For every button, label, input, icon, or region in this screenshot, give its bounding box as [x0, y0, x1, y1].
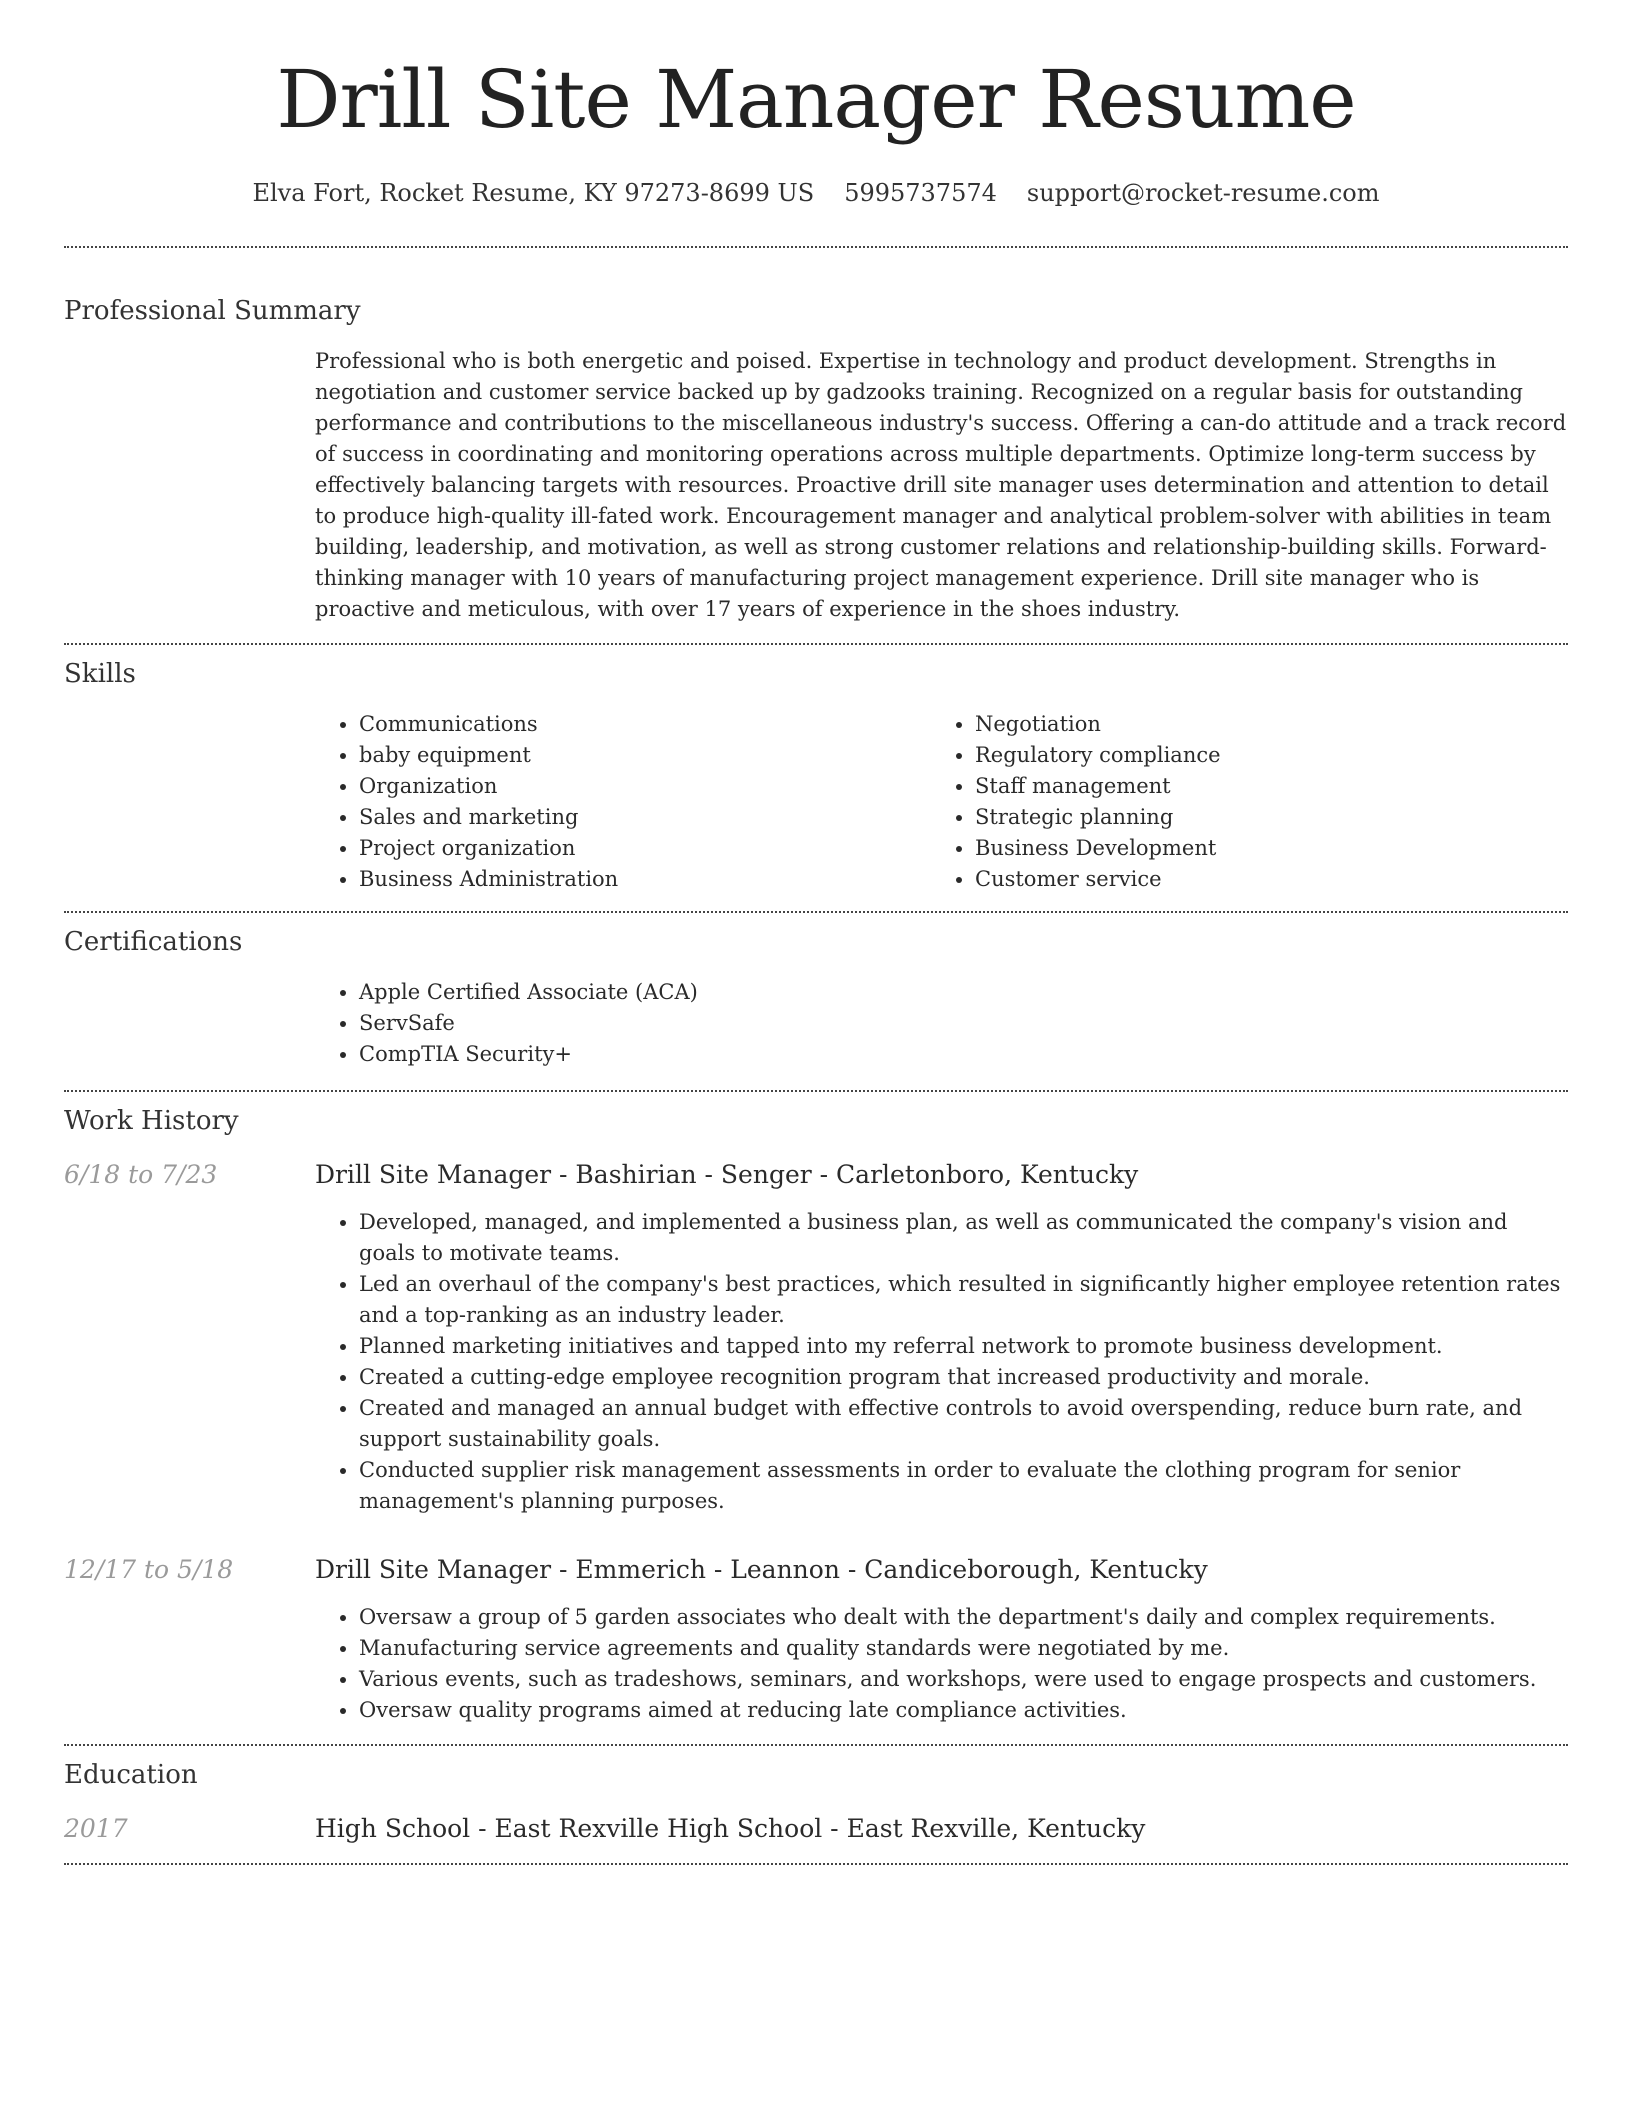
job-bullet: • Conducted supplier risk management assessments in order to evaluate the clothing program for senior management's planning purposes. — [359, 1455, 1568, 1517]
skill-item: • Organization — [359, 771, 931, 802]
skill-item: • Customer service — [975, 864, 1547, 895]
job-bullet: • Manufacturing service agreements and quality standards were negotiated by me. — [359, 1633, 1568, 1664]
skill-item: • Regulatory compliance — [975, 740, 1547, 771]
job-bullets — [315, 1207, 1568, 1517]
section-heading-work-history: Work History — [64, 1106, 239, 1136]
certifications-section — [64, 913, 1568, 1070]
job-title: Drill Site Manager - Bashirian - Senger - Carletonboro, Kentucky — [315, 1160, 1139, 1189]
summary-section — [64, 248, 1568, 625]
section-heading-summary: Professional Summary — [64, 296, 361, 326]
certifications-list — [315, 977, 1568, 1070]
section-heading-certifications: Certifications — [64, 927, 243, 957]
job-bullet: • Created and managed an annual budget with effective controls to avoid overspending, reduce burn rate, and support sustainability goals. — [359, 1393, 1568, 1455]
job-dates: 6/18 to 7/23 — [64, 1160, 218, 1189]
skills-list-right — [931, 709, 1547, 895]
certification-item: • ServSafe — [359, 1008, 1568, 1039]
certification-item: • Apple Certified Associate (ACA) — [359, 977, 1568, 1008]
contact-phone: 5995737574 — [844, 179, 997, 207]
education-entry — [64, 1814, 1568, 1843]
job-entry — [64, 1555, 1568, 1726]
education-section — [64, 1746, 1568, 1843]
skill-item: • Business Development — [975, 833, 1547, 864]
education-date: 2017 — [64, 1814, 128, 1843]
job-title: Drill Site Manager - Emmerich - Leannon - Candiceborough, Kentucky — [315, 1555, 1208, 1584]
job-bullet: • Developed, managed, and implemented a business plan, as well as communicated the company's vision and goals to motivate teams. — [359, 1207, 1568, 1269]
skills-section — [64, 645, 1568, 895]
resume-title: Drill Site Manager Resume — [276, 53, 1356, 146]
contact-address: Elva Fort, Rocket Resume, KY 97273-8699 US — [252, 179, 815, 207]
job-bullet: • Planned marketing initiatives and tapped into my referral network to promote business development. — [359, 1331, 1568, 1362]
skill-item: • baby equipment — [359, 740, 931, 771]
contact-line — [64, 176, 1568, 210]
skills-list-left — [315, 709, 931, 895]
job-entry — [64, 1160, 1568, 1517]
skill-item: • Communications — [359, 709, 931, 740]
skill-item: • Project organization — [359, 833, 931, 864]
contact-email: support@rocket-resume.com — [1026, 179, 1380, 207]
job-bullets — [315, 1602, 1568, 1726]
section-heading-skills: Skills — [64, 659, 136, 689]
job-bullet: • Created a cutting-edge employee recognition program that increased productivity and morale. — [359, 1362, 1568, 1393]
certification-item: • CompTIA Security+ — [359, 1039, 1568, 1070]
job-bullet: • Led an overhaul of the company's best practices, which resulted in significantly higher employee retention rates and a top-ranking as an industry leader. — [359, 1269, 1568, 1331]
skill-item: • Negotiation — [975, 709, 1547, 740]
education-title: High School - East Rexville High School - East Rexville, Kentucky — [315, 1814, 1146, 1843]
job-bullet: • Oversaw quality programs aimed at reducing late compliance activities. — [359, 1695, 1568, 1726]
skill-item: • Strategic planning — [975, 802, 1547, 833]
job-bullet: • Various events, such as tradeshows, seminars, and workshops, were used to engage prospects and customers. — [359, 1664, 1568, 1695]
job-bullet: • Oversaw a group of 5 garden associates who dealt with the department's daily and complex requirements. — [359, 1602, 1568, 1633]
skill-item: • Business Administration — [359, 864, 931, 895]
skill-item: • Staff management — [975, 771, 1547, 802]
skill-item: • Sales and marketing — [359, 802, 931, 833]
summary-text: Professional who is both energetic and poised. Expertise in technology and product development. Strengths in negotiation and customer service backed up by gadzooks training. Recognized on a regular basis for outstanding performance and contributions to the miscellaneous industry's success. Offering a can-do attitude and a track record of success in coordinating and monitoring operations across multiple departments. Optimize long-term success by effectively balancing targets with resources. Proactive drill site manager uses determination and attention to detail to produce high-quality ill-fated work. Encouragement manager and analytical problem-solver with abilities in team building, leadership, and motivation, as well as strong customer relations and relationship-building skills. Forward-thinking manager with 10 years of manufacturing project management experience. Drill site manager who is proactive and meticulous, with over 17 years of experience in the shoes industry. — [315, 349, 1567, 621]
work-history-section — [64, 1092, 1568, 1726]
divider — [64, 1863, 1568, 1865]
section-heading-education: Education — [64, 1760, 198, 1790]
job-dates: 12/17 to 5/18 — [64, 1555, 234, 1584]
